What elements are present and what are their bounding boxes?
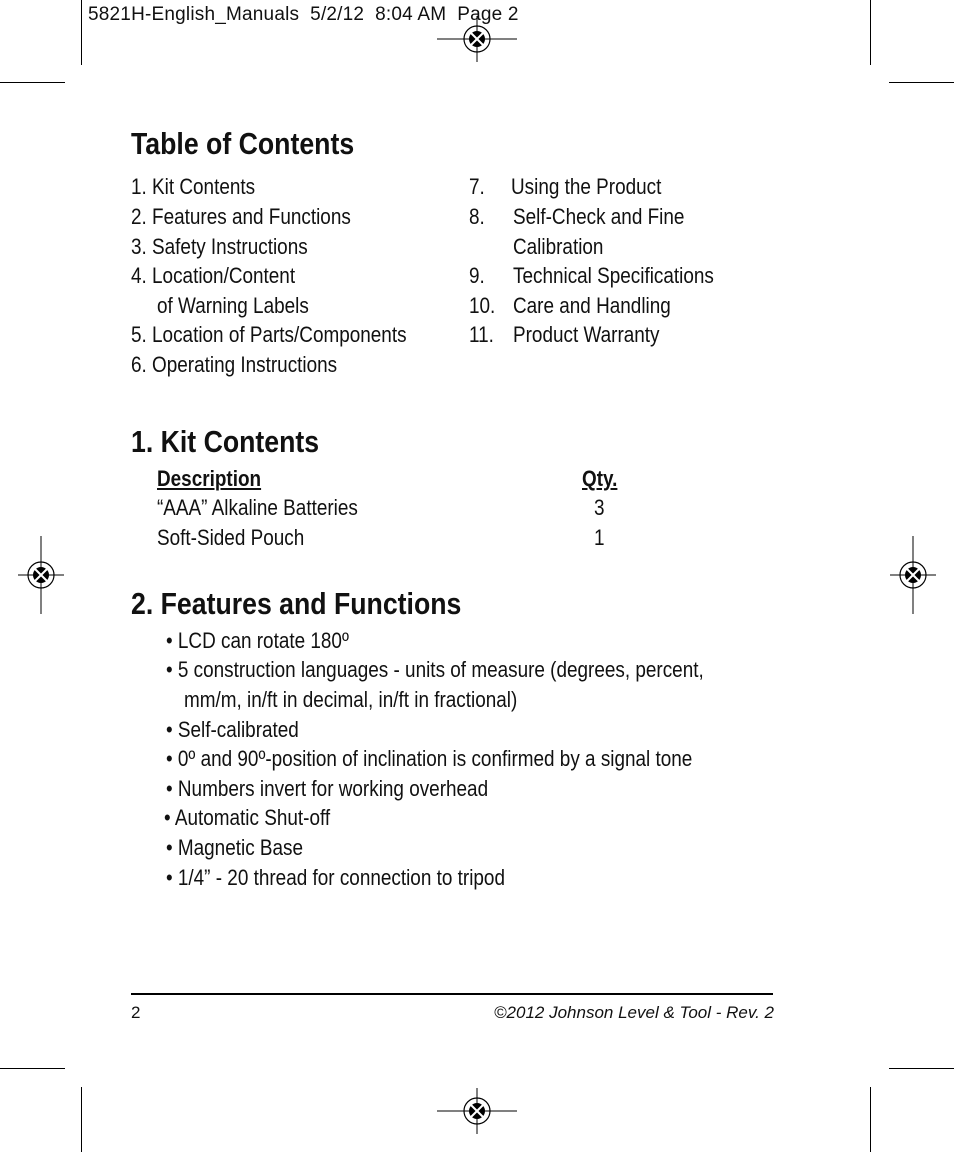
feature-item: • Self-calibrated xyxy=(166,717,299,742)
toc-item[interactable]: Using the Product xyxy=(511,174,662,199)
crop-mark-bottom-right-vertical xyxy=(870,1087,871,1152)
toc-item-number: 7. xyxy=(469,174,485,199)
kit-description-column-header: Description xyxy=(157,466,262,491)
crop-mark-bottom-left-vertical xyxy=(81,1087,82,1152)
page-number: 2 xyxy=(131,1003,141,1022)
registration-mark-bottom-icon xyxy=(437,1088,517,1134)
feature-item: • 5 construction languages - units of measure (degrees, percent, xyxy=(166,657,704,682)
toc-item[interactable]: 3. Safety Instructions xyxy=(131,234,308,259)
registration-mark-right-icon xyxy=(890,536,936,614)
kit-row-description: Soft-Sided Pouch xyxy=(157,525,305,550)
toc-item[interactable]: Self-Check and Fine xyxy=(513,204,685,229)
footer-rule xyxy=(131,993,773,995)
footer-copyright: ©2012 Johnson Level & Tool - Rev. 2 xyxy=(494,1003,774,1022)
kit-row-qty: 3 xyxy=(594,495,605,520)
crop-mark-bottom-right-horizontal xyxy=(889,1068,954,1069)
feature-item: • 0º and 90º-position of inclination is confirmed by a signal tone xyxy=(166,746,693,771)
toc-item[interactable]: 1. Kit Contents xyxy=(131,174,256,199)
crop-mark-top-right-horizontal xyxy=(889,82,954,83)
kit-contents-heading: 1. Kit Contents xyxy=(131,424,320,459)
crop-mark-top-left-horizontal xyxy=(0,82,65,83)
toc-item[interactable]: Technical Specifications xyxy=(513,263,714,288)
feature-item: • LCD can rotate 180º xyxy=(166,628,349,653)
crop-mark-top-right-vertical xyxy=(870,0,871,65)
crop-mark-top-left-vertical xyxy=(81,0,82,65)
registration-mark-left-icon xyxy=(18,536,64,614)
toc-item[interactable]: Care and Handling xyxy=(513,293,671,318)
toc-item-continuation[interactable]: Calibration xyxy=(513,234,604,259)
feature-item: • Magnetic Base xyxy=(166,835,304,860)
feature-item-continuation: mm/m, in/ft in decimal, in/ft in fractional) xyxy=(184,687,518,712)
toc-item-number: 11. xyxy=(469,322,494,347)
toc-item[interactable]: 4. Location/Content xyxy=(131,263,296,288)
toc-item[interactable]: 6. Operating Instructions xyxy=(131,352,338,377)
kit-qty-column-header: Qty. xyxy=(582,466,618,491)
print-slug: 5821H-English_Manuals 5/2/12 8:04 AM Page 2 xyxy=(88,4,519,25)
feature-item: • Numbers invert for working overhead xyxy=(166,776,489,801)
crop-mark-bottom-left-horizontal xyxy=(0,1068,65,1069)
features-heading: 2. Features and Functions xyxy=(131,586,462,621)
toc-item-continuation[interactable]: of Warning Labels xyxy=(157,293,309,318)
kit-row-description: “AAA” Alkaline Batteries xyxy=(157,495,358,520)
toc-item-number: 10. xyxy=(469,293,496,318)
feature-item: • 1/4” - 20 thread for connection to tripod xyxy=(166,865,505,890)
toc-item[interactable]: Product Warranty xyxy=(513,322,660,347)
toc-item[interactable]: 2. Features and Functions xyxy=(131,204,351,229)
toc-item[interactable]: 5. Location of Parts/Components xyxy=(131,322,407,347)
kit-row-qty: 1 xyxy=(594,525,605,550)
toc-item-number: 9. xyxy=(469,263,485,288)
feature-item: • Automatic Shut-off xyxy=(164,805,331,830)
toc-item-number: 8. xyxy=(469,204,485,229)
toc-title: Table of Contents xyxy=(131,126,355,161)
